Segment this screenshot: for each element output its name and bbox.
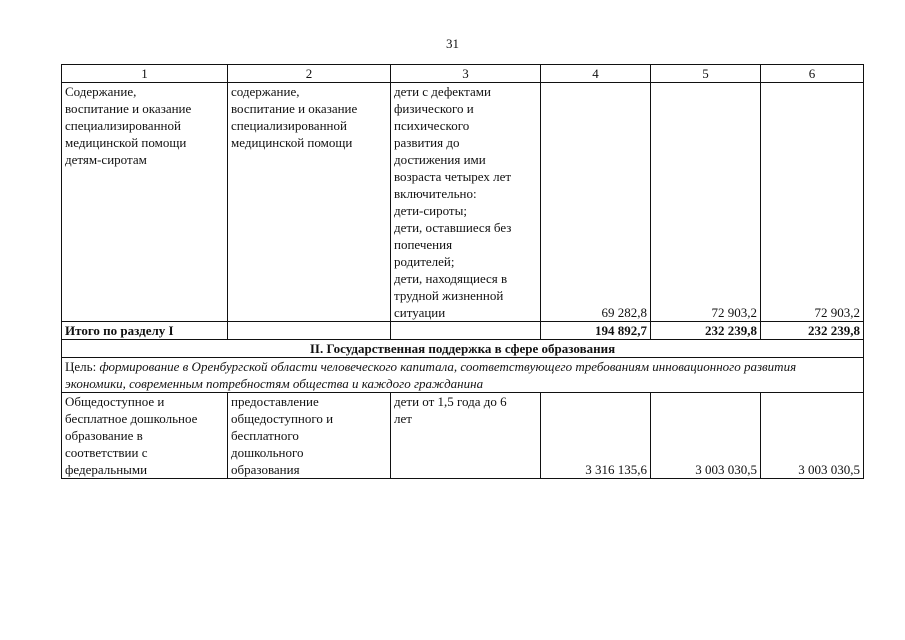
total-col5: 232 239,8 bbox=[651, 322, 761, 340]
column-number-6: 6 bbox=[761, 65, 864, 83]
total-empty-cell bbox=[228, 322, 391, 340]
total-label: Итого по разделу I bbox=[62, 322, 228, 340]
amount-col4-cell: 69 282,8 bbox=[541, 83, 651, 322]
section-heading-row bbox=[62, 340, 864, 358]
table-row bbox=[62, 83, 864, 322]
service-name-cell: содержание, воспитание и оказание специализированной медицинской помощи bbox=[228, 83, 391, 322]
service-name-cell: предоставление общедоступного и бесплатного дошкольного образования bbox=[228, 393, 391, 479]
total-empty-cell bbox=[391, 322, 541, 340]
amount-col6-cell: 3 003 030,5 bbox=[761, 393, 864, 479]
recipients-cell: дети с дефектами физического и психического развития до достижения ими возраста четырех лет включительно: дети-сироты; дети, оставшиеся без попечения родителей; дети, находящиеся в трудной жизненной ситуации bbox=[391, 83, 541, 322]
page-number: 31 bbox=[446, 36, 459, 51]
column-number-1: 1 bbox=[62, 65, 228, 83]
column-number-3: 3 bbox=[391, 65, 541, 83]
goal-cell bbox=[62, 358, 864, 393]
recipients-cell: дети от 1,5 года до 6 лет bbox=[391, 393, 541, 479]
total-row bbox=[62, 322, 864, 340]
goal-row bbox=[62, 358, 864, 393]
amount-col4-cell: 3 316 135,6 bbox=[541, 393, 651, 479]
column-number-2: 2 bbox=[228, 65, 391, 83]
activity-name-cell: Общедоступное и бесплатное дошкольное образование в соответствии с федеральными bbox=[62, 393, 228, 479]
table-row bbox=[62, 393, 864, 479]
amount-col6-cell: 72 903,2 bbox=[761, 83, 864, 322]
amount-col5-cell: 3 003 030,5 bbox=[651, 393, 761, 479]
column-number-4: 4 bbox=[541, 65, 651, 83]
column-number-row bbox=[62, 65, 864, 83]
amount-col5-cell: 72 903,2 bbox=[651, 83, 761, 322]
budget-table bbox=[61, 64, 864, 479]
total-col6: 232 239,8 bbox=[761, 322, 864, 340]
section-title: II. Государственная поддержка в сфере образования bbox=[62, 340, 864, 358]
column-number-5: 5 bbox=[651, 65, 761, 83]
goal-text: формирование в Оренбургской области человеческого капитала, соответствующего требованиям инновационного развития экономики, современным потребностям общества и каждого гражданина bbox=[65, 359, 797, 391]
total-col4: 194 892,7 bbox=[541, 322, 651, 340]
activity-name-cell: Содержание, воспитание и оказание специализированной медицинской помощи детям-сиротам bbox=[62, 83, 228, 322]
goal-label: Цель: bbox=[65, 359, 100, 374]
